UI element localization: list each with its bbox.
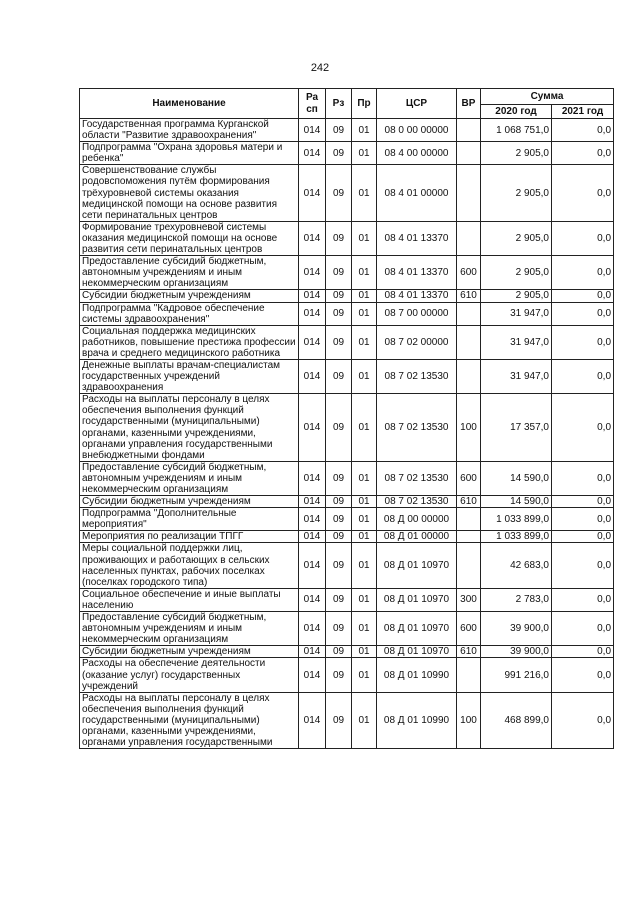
cell-2021: 0,0: [552, 461, 614, 495]
cell-rz: 09: [326, 359, 352, 393]
cell-rasp: 014: [299, 658, 326, 692]
cell-2020: 2 905,0: [481, 221, 552, 255]
cell-2020: 2 783,0: [481, 588, 552, 611]
header-csr: ЦСР: [377, 89, 457, 119]
cell-rasp: 014: [299, 290, 326, 302]
table-header: [80, 89, 614, 119]
cell-csr: 08 Д 01 10970: [377, 612, 457, 646]
cell-pr: 01: [352, 496, 377, 508]
cell-csr: 08 Д 01 10990: [377, 658, 457, 692]
cell-rz: 09: [326, 588, 352, 611]
cell-2021: 0,0: [552, 588, 614, 611]
header-2021: 2021 год: [552, 105, 614, 119]
cell-rasp: 014: [299, 302, 326, 325]
cell-csr: 08 7 02 13530: [377, 394, 457, 462]
cell-csr: 08 4 01 13370: [377, 256, 457, 290]
cell-rasp: 014: [299, 256, 326, 290]
header-pr: Пр: [352, 89, 377, 119]
cell-vr: [457, 543, 481, 588]
table-row: [80, 588, 614, 611]
table-row: [80, 142, 614, 165]
cell-pr: 01: [352, 531, 377, 543]
table-body: [80, 119, 614, 749]
cell-2021: 0,0: [552, 221, 614, 255]
cell-pr: 01: [352, 543, 377, 588]
cell-rz: 09: [326, 646, 352, 658]
page-number: 242: [310, 62, 330, 74]
cell-rasp: 014: [299, 119, 326, 142]
cell-2021: 0,0: [552, 646, 614, 658]
cell-csr: 08 4 01 13370: [377, 221, 457, 255]
cell-rasp: 014: [299, 496, 326, 508]
cell-pr: 01: [352, 290, 377, 302]
cell-vr: [457, 508, 481, 531]
header-2020: 2020 год: [481, 105, 552, 119]
cell-2021: 0,0: [552, 692, 614, 748]
table-row: [80, 531, 614, 543]
cell-2021: 0,0: [552, 496, 614, 508]
table-row: [80, 256, 614, 290]
cell-csr: 08 Д 01 10970: [377, 543, 457, 588]
cell-vr: [457, 658, 481, 692]
cell-vr: 100: [457, 394, 481, 462]
table-row: [80, 646, 614, 658]
cell-2020: 2 905,0: [481, 165, 552, 221]
cell-pr: 01: [352, 165, 377, 221]
table-row: [80, 543, 614, 588]
cell-2021: 0,0: [552, 359, 614, 393]
cell-rz: 09: [326, 394, 352, 462]
cell-name: Подпрограмма "Кадровое обеспечение системы здравоохранения": [80, 302, 299, 325]
cell-vr: 600: [457, 612, 481, 646]
table-row: [80, 165, 614, 221]
cell-2020: 1 033 899,0: [481, 531, 552, 543]
cell-pr: 01: [352, 142, 377, 165]
cell-csr: 08 4 01 00000: [377, 165, 457, 221]
cell-rasp: 014: [299, 165, 326, 221]
cell-2020: 2 905,0: [481, 290, 552, 302]
cell-2020: 1 033 899,0: [481, 508, 552, 531]
table-row: [80, 290, 614, 302]
cell-vr: [457, 302, 481, 325]
cell-name: Денежные выплаты врачам-специалистам государственных учреждений здравоохранения: [80, 359, 299, 393]
table-row: [80, 508, 614, 531]
cell-csr: 08 0 00 00000: [377, 119, 457, 142]
cell-2020: 31 947,0: [481, 325, 552, 359]
cell-name: Совершенствование службы родовспоможения путём формирования трёхуровневой системы оказания медицинской помощи на основе развития сети перинатальных центров: [80, 165, 299, 221]
cell-2020: 39 900,0: [481, 646, 552, 658]
table-row: [80, 221, 614, 255]
cell-rz: 09: [326, 142, 352, 165]
table-row: [80, 359, 614, 393]
cell-2021: 0,0: [552, 612, 614, 646]
cell-pr: 01: [352, 119, 377, 142]
cell-rz: 09: [326, 302, 352, 325]
table-row: [80, 461, 614, 495]
table-row: [80, 302, 614, 325]
cell-pr: 01: [352, 302, 377, 325]
cell-rasp: 014: [299, 359, 326, 393]
cell-vr: [457, 142, 481, 165]
cell-vr: [457, 221, 481, 255]
table-row: [80, 325, 614, 359]
cell-vr: 600: [457, 461, 481, 495]
cell-vr: [457, 359, 481, 393]
cell-csr: 08 Д 01 00000: [377, 531, 457, 543]
cell-name: Социальное обеспечение и иные выплаты населению: [80, 588, 299, 611]
cell-vr: 610: [457, 646, 481, 658]
table-row: [80, 658, 614, 692]
cell-name: Субсидии бюджетным учреждениям: [80, 290, 299, 302]
cell-2021: 0,0: [552, 302, 614, 325]
cell-2020: 991 216,0: [481, 658, 552, 692]
cell-vr: [457, 325, 481, 359]
cell-rasp: 014: [299, 461, 326, 495]
table-row: [80, 692, 614, 748]
cell-2021: 0,0: [552, 508, 614, 531]
cell-vr: 600: [457, 256, 481, 290]
cell-rz: 09: [326, 290, 352, 302]
cell-pr: 01: [352, 658, 377, 692]
cell-csr: 08 Д 01 10970: [377, 588, 457, 611]
cell-csr: 08 Д 00 00000: [377, 508, 457, 531]
cell-name: Подпрограмма "Дополнительные мероприятия": [80, 508, 299, 531]
cell-name: Формирование трехуровневой системы оказания медицинской помощи на основе развития сети перинатальных центров: [80, 221, 299, 255]
cell-vr: 610: [457, 496, 481, 508]
cell-csr: 08 7 02 13530: [377, 496, 457, 508]
cell-rz: 09: [326, 531, 352, 543]
cell-rz: 09: [326, 256, 352, 290]
cell-2020: 1 068 751,0: [481, 119, 552, 142]
cell-rasp: 014: [299, 646, 326, 658]
cell-name: Расходы на выплаты персоналу в целях обеспечения выполнения функций государственными (муниципальными) органами, казенными учреждениями, органами управления государственными внебюджетными фондами: [80, 394, 299, 462]
cell-name: Субсидии бюджетным учреждениям: [80, 646, 299, 658]
budget-table: [79, 88, 614, 749]
cell-csr: 08 4 00 00000: [377, 142, 457, 165]
cell-2021: 0,0: [552, 394, 614, 462]
cell-rasp: 014: [299, 221, 326, 255]
cell-csr: 08 7 02 13530: [377, 359, 457, 393]
cell-2021: 0,0: [552, 119, 614, 142]
cell-pr: 01: [352, 221, 377, 255]
cell-csr: 08 7 00 00000: [377, 302, 457, 325]
cell-2020: 17 357,0: [481, 394, 552, 462]
cell-2021: 0,0: [552, 290, 614, 302]
cell-2021: 0,0: [552, 256, 614, 290]
cell-name: Государственная программа Курганской области "Развитие здравоохранения": [80, 119, 299, 142]
header-sum: Сумма: [481, 89, 614, 105]
cell-2020: 42 683,0: [481, 543, 552, 588]
cell-vr: [457, 531, 481, 543]
cell-rz: 09: [326, 325, 352, 359]
cell-2020: 31 947,0: [481, 359, 552, 393]
cell-name: Расходы на обеспечение деятельности (оказание услуг) государственных учреждений: [80, 658, 299, 692]
cell-rasp: 014: [299, 692, 326, 748]
cell-name: Предоставление субсидий бюджетным, автономным учреждениям и иным некоммерческим организациям: [80, 256, 299, 290]
cell-rasp: 014: [299, 531, 326, 543]
cell-name: Подпрограмма "Охрана здоровья матери и ребенка": [80, 142, 299, 165]
table-row: [80, 496, 614, 508]
cell-pr: 01: [352, 461, 377, 495]
cell-2020: 468 899,0: [481, 692, 552, 748]
cell-pr: 01: [352, 359, 377, 393]
header-name: Наименование: [80, 89, 299, 119]
cell-rz: 09: [326, 496, 352, 508]
cell-2021: 0,0: [552, 325, 614, 359]
cell-vr: [457, 165, 481, 221]
cell-vr: [457, 119, 481, 142]
table-row: [80, 612, 614, 646]
cell-rasp: 014: [299, 508, 326, 531]
cell-rz: 09: [326, 221, 352, 255]
cell-2020: 14 590,0: [481, 461, 552, 495]
cell-name: Мероприятия по реализации ТПГГ: [80, 531, 299, 543]
cell-rasp: 014: [299, 142, 326, 165]
cell-rz: 09: [326, 119, 352, 142]
cell-name: Меры социальной поддержки лиц, проживающих и работающих в сельских населенных пунктах, рабочих поселках (поселках городского типа): [80, 543, 299, 588]
header-vr: ВР: [457, 89, 481, 119]
cell-pr: 01: [352, 646, 377, 658]
cell-name: Субсидии бюджетным учреждениям: [80, 496, 299, 508]
cell-2021: 0,0: [552, 658, 614, 692]
cell-csr: 08 7 02 00000: [377, 325, 457, 359]
cell-name: Предоставление субсидий бюджетным, автономным учреждениям и иным некоммерческим организациям: [80, 461, 299, 495]
cell-2020: 14 590,0: [481, 496, 552, 508]
cell-2021: 0,0: [552, 531, 614, 543]
cell-pr: 01: [352, 325, 377, 359]
cell-2020: 31 947,0: [481, 302, 552, 325]
cell-name: Предоставление субсидий бюджетным, автономным учреждениям и иным некоммерческим организациям: [80, 612, 299, 646]
cell-vr: 100: [457, 692, 481, 748]
cell-csr: 08 4 01 13370: [377, 290, 457, 302]
cell-rz: 09: [326, 658, 352, 692]
cell-rasp: 014: [299, 543, 326, 588]
cell-csr: 08 Д 01 10990: [377, 692, 457, 748]
cell-csr: 08 7 02 13530: [377, 461, 457, 495]
cell-rasp: 014: [299, 394, 326, 462]
cell-rz: 09: [326, 543, 352, 588]
cell-rasp: 014: [299, 612, 326, 646]
table-row: [80, 119, 614, 142]
cell-name: Социальная поддержка медицинских работников, повышение престижа профессии врача и среднего медицинского работника: [80, 325, 299, 359]
cell-2021: 0,0: [552, 165, 614, 221]
cell-rz: 09: [326, 508, 352, 531]
cell-pr: 01: [352, 588, 377, 611]
cell-rasp: 014: [299, 588, 326, 611]
header-rasp: Ра сп: [299, 89, 326, 119]
cell-2021: 0,0: [552, 142, 614, 165]
cell-2020: 39 900,0: [481, 612, 552, 646]
cell-pr: 01: [352, 394, 377, 462]
cell-vr: 300: [457, 588, 481, 611]
cell-pr: 01: [352, 612, 377, 646]
cell-csr: 08 Д 01 10970: [377, 646, 457, 658]
header-rz: Рз: [326, 89, 352, 119]
cell-rz: 09: [326, 165, 352, 221]
cell-pr: 01: [352, 692, 377, 748]
cell-2020: 2 905,0: [481, 256, 552, 290]
cell-rz: 09: [326, 692, 352, 748]
table-row: [80, 394, 614, 462]
cell-name: Расходы на выплаты персоналу в целях обеспечения выполнения функций государственными (муниципальными) органами, казенными учреждениями, органами управления государственными: [80, 692, 299, 748]
cell-rz: 09: [326, 612, 352, 646]
cell-rz: 09: [326, 461, 352, 495]
cell-vr: 610: [457, 290, 481, 302]
cell-2020: 2 905,0: [481, 142, 552, 165]
cell-pr: 01: [352, 256, 377, 290]
cell-2021: 0,0: [552, 543, 614, 588]
cell-pr: 01: [352, 508, 377, 531]
cell-rasp: 014: [299, 325, 326, 359]
